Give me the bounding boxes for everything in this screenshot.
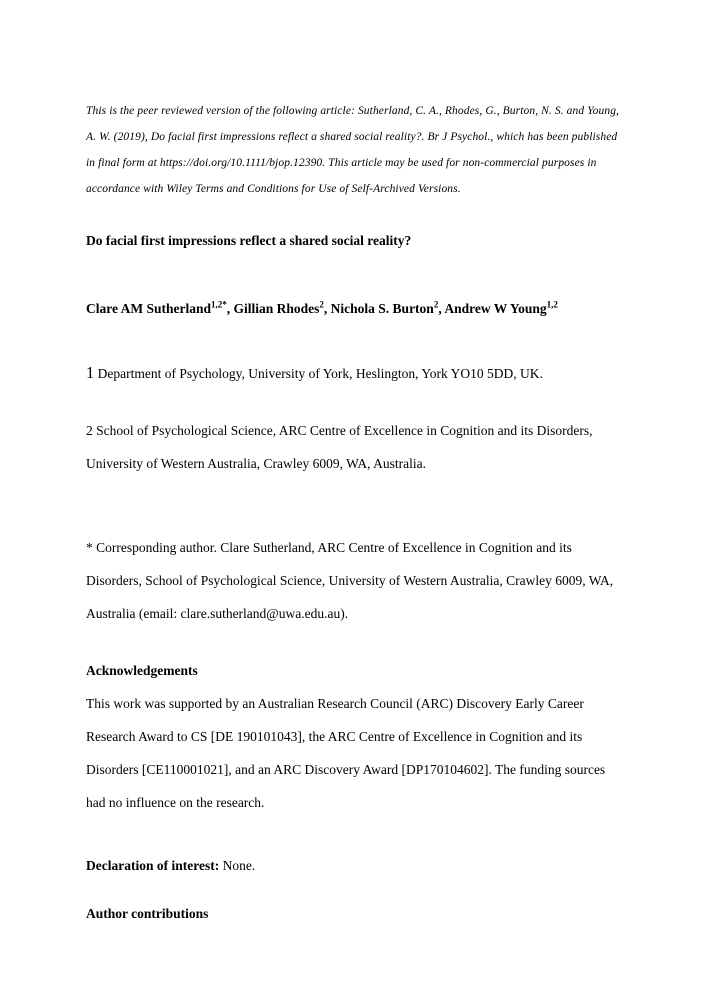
peer-review-disclaimer: This is the peer reviewed version of the following article: Sutherland, C. A., Rhodes, G., Burton, N. S. and Young, A. W. (2019), Do facial first impressions reflect a shared social reality?. Br J Psychol., which has been published in final form at https://doi.org/10.1111/bjop.12390. This article may be used for non-commercial purposes in accordance with Wiley Terms and Conditions for Use of Self-Archived Versions. <box>86 105 620 195</box>
article-title: Do facial first impressions reflect a shared social reality? <box>86 233 412 248</box>
declaration-of-interest <box>86 849 623 882</box>
author-affiliation-marker: 2 <box>433 299 439 310</box>
declaration-value: None. <box>219 858 256 873</box>
affiliation-1 <box>86 363 623 384</box>
corresponding-author-note: * Corresponding author. Clare Sutherland, ARC Centre of Excellence in Cognition and its Disorders, School of Psychological Science, University of Western Australia, Crawley 6009, WA, Australia (email: clare.sutherland@uwa.edu.au). <box>86 540 614 621</box>
affiliation-2-marker: 2 <box>86 423 93 438</box>
affiliation-2 <box>86 414 623 480</box>
author-affiliation-marker: 1,2* <box>211 299 227 310</box>
affiliation-2-text: School of Psychological Science, ARC Centre of Excellence in Cognition and its Disorders, University of Western Australia, Crawley 6009, WA, Australia. <box>86 423 593 471</box>
author-line <box>86 299 623 319</box>
author-name: , Gillian Rhodes <box>226 301 320 316</box>
author-affiliation-marker: 2 <box>319 299 324 310</box>
affiliation-1-marker: 1 <box>86 363 95 382</box>
declaration-label: Declaration of interest: <box>86 858 220 873</box>
acknowledgements-body: This work was supported by an Australian Research Council (ARC) Discovery Early Career Research Award to CS [DE 190101043], the ARC Centre of Excellence in Cognition and its Disorders [CE110001021], and an ARC Discovery Award [DP170104602]. The funding sources had no influence on the research. <box>86 696 606 810</box>
acknowledgements-heading: Acknowledgements <box>86 663 198 678</box>
author-name: , Andrew W Young <box>438 301 547 316</box>
author-name: , Nichola S. Burton <box>323 301 434 316</box>
author-affiliation-marker: 1,2 <box>546 299 558 310</box>
affiliation-1-text: Department of Psychology, University of York, Heslington, York YO10 5DD, UK. <box>94 366 543 381</box>
author-name: Clare AM Sutherland <box>86 301 212 316</box>
author-contributions-heading: Author contributions <box>86 906 209 921</box>
